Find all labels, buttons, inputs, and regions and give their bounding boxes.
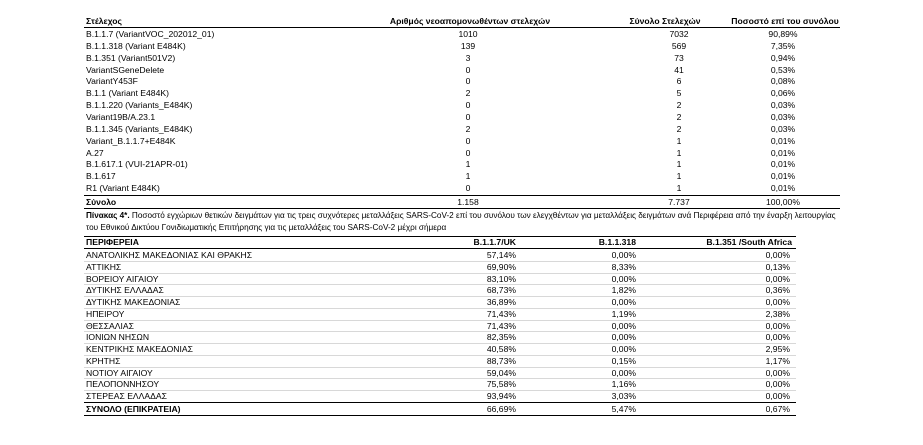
region-name: ΚΡΗΤΗΣ: [86, 355, 121, 366]
strain-name: VariantSGeneDelete: [86, 64, 165, 75]
table-cell: 93,94%: [486, 391, 516, 401]
table-cell: 2,38%: [765, 308, 790, 319]
table-cell: 1010: [458, 29, 478, 39]
region-name: ΗΠΕΙΡΟΥ: [86, 308, 125, 319]
table-cell: 0,00%: [765, 320, 790, 331]
strain-name: B.1.1.220 (Variants_E484K): [86, 100, 193, 111]
total-cell: 5,47%: [611, 403, 636, 414]
row-divider: [84, 331, 796, 332]
header-rule: [84, 248, 796, 249]
table-cell: 0: [465, 64, 471, 75]
table-cell: 569: [671, 40, 687, 51]
strain-name: Variant_B.1.1.7+E484K: [86, 135, 176, 146]
row-divider: [84, 296, 796, 297]
strain-name: VariantY453F: [86, 76, 138, 87]
table-cell: 0,00%: [765, 273, 790, 284]
strain-name: B.1.351 (Variant501V2): [86, 52, 176, 63]
table-cell: 40,58%: [486, 344, 516, 354]
region-name: ΠΕΛΟΠΟΝΝΗΣΟΥ: [86, 379, 160, 390]
table-cell: 0,53%: [770, 64, 796, 75]
table-cell: 1: [676, 147, 682, 158]
table-cell: 2: [676, 123, 682, 134]
caption-line-2: του Εθνικού Δικτύου Γονιδιωματικής Επιτήρησης για τις μεταλλάξεις του SARS-CoV-2 μέχρι σήμερα: [86, 223, 447, 232]
header-cell: Αριθμός νεοαπομονωθέντων στελεχών: [389, 16, 551, 26]
table-cell: 68,73%: [486, 285, 516, 296]
table-cell: 0,00%: [611, 344, 636, 354]
region-name: ΔΥΤΙΚΗΣ ΕΛΛΑΔΑΣ: [86, 285, 164, 296]
table-cell: 1: [676, 159, 682, 170]
table-cell: 6: [676, 76, 682, 87]
row-divider: [84, 308, 796, 309]
header-top-rule: [84, 236, 796, 237]
row-divider: [84, 261, 796, 262]
table-cell: 0,08%: [770, 76, 796, 87]
table-cell: 0,00%: [765, 391, 790, 401]
row-divider: [84, 390, 796, 391]
row-divider: [84, 273, 796, 274]
strain-name: B.1.1.318 (Variant E484K): [86, 40, 186, 51]
region-name: ΑΤΤΙΚΗΣ: [86, 261, 122, 272]
table-cell: 0,00%: [765, 332, 790, 343]
table-cell: 0,06%: [770, 88, 796, 99]
table-cell: 0,03%: [770, 123, 796, 134]
table-cell: 1: [676, 135, 682, 146]
region-header-cell: B.1.1.318: [598, 237, 636, 247]
table-cell: 0: [465, 135, 471, 146]
table-cell: 0,00%: [611, 250, 636, 260]
table-cell: 1: [465, 171, 471, 182]
table-cell: 0,00%: [765, 367, 790, 378]
table-cell: 1,19%: [611, 308, 636, 319]
table-cell: 1: [676, 171, 682, 182]
table-cell: 83,10%: [486, 273, 516, 284]
total-cell: 0,67%: [765, 403, 790, 414]
region-name: ΘΕΣΣΑΛΙΑΣ: [86, 320, 134, 331]
table-cell: 71,43%: [486, 320, 516, 331]
total-bottom-rule: [84, 415, 796, 416]
total-top-rule: [84, 195, 840, 196]
table-cell: 82,35%: [486, 332, 516, 343]
header-cell: Στέλεχος: [86, 16, 122, 26]
caption-line-1: Ποσοστό εγχώριων θετικών δειγμάτων για τις τρεις συχνότερες μεταλλάξεις SARS-CoV-2 επί του συνόλου των ελεγχθέντων για μεταλλάξεις δειγμάτων ανά Περιφέρεια από την έναρξη λειτουργίας: [129, 211, 836, 220]
strain-name: B.1.617: [86, 171, 116, 182]
header-cell: Σύνολο Στελεχών: [629, 16, 701, 26]
table-cell: 71,43%: [486, 308, 516, 319]
table-cell: 0,03%: [770, 111, 796, 122]
row-divider: [84, 378, 796, 379]
table-cell: 0: [465, 100, 471, 111]
table-cell: 0,01%: [770, 159, 796, 170]
region-header-cell: ΠΕΡΙΦΕΡΕΙΑ: [86, 237, 139, 247]
table-cell: 5: [676, 88, 682, 99]
table-cell: 1,82%: [611, 285, 636, 296]
table-cell: 0: [465, 183, 471, 194]
total-cell: 1.158: [457, 196, 479, 207]
table-cell: 0: [465, 147, 471, 158]
row-divider: [84, 367, 796, 368]
strain-name: B.1.1.7 (VariantVOC_202012_01): [86, 29, 215, 39]
table-cell: 0,00%: [765, 297, 790, 307]
table-cell: 0,00%: [611, 332, 636, 343]
region-header-cell: B.1.1.7/UK: [473, 237, 516, 247]
table-cell: 75,58%: [486, 379, 516, 390]
table-cell: 41: [674, 64, 684, 75]
row-divider: [84, 355, 796, 356]
total-cell: ΣΥΝΟΛΟ (ΕΠΙΚΡΑΤΕΙΑ): [86, 403, 181, 414]
table-cell: 0,00%: [611, 320, 636, 331]
header-cell: Ποσοστό επί του συνόλου: [731, 16, 839, 26]
table-cell: 2: [465, 88, 471, 99]
region-name: ΙΟΝΙΩΝ ΝΗΣΩΝ: [86, 332, 150, 343]
table-cell: 3: [465, 52, 471, 63]
caption-label: Πίνακας 4*.: [86, 211, 130, 220]
table-cell: 0,01%: [770, 171, 796, 182]
table-cell: 90,89%: [768, 29, 798, 39]
total-cell: 100,00%: [766, 196, 800, 207]
row-divider: [84, 284, 796, 285]
table-cell: 0,03%: [770, 100, 796, 111]
strains-table: [0, 0, 923, 210]
region-name: ΔΥΤΙΚΗΣ ΜΑΚΕΔΟΝΙΑΣ: [86, 297, 181, 307]
table-cell: 0,01%: [770, 183, 796, 194]
table-caption: [86, 210, 836, 234]
row-divider: [84, 320, 796, 321]
total-cell: 66,69%: [486, 403, 516, 414]
table-cell: 0: [465, 76, 471, 87]
region-name: ΣΤΕΡΕΑΣ ΕΛΛΑΔΑΣ: [86, 391, 167, 401]
table-cell: 69,90%: [486, 261, 516, 272]
table-cell: 0,00%: [611, 297, 636, 307]
total-top-rule: [84, 402, 796, 403]
strain-name: A.27: [86, 147, 104, 158]
region-name: ΝΟΤΙΟΥ ΑΙΓΑΙΟΥ: [86, 367, 153, 378]
table-cell: 1,16%: [611, 379, 636, 390]
table-cell: 88,73%: [486, 355, 516, 366]
region-header-cell: B.1.351 /South Africa: [706, 237, 792, 247]
table-cell: 59,04%: [486, 367, 516, 378]
total-cell: 7.737: [668, 196, 690, 207]
table-cell: 2: [465, 123, 471, 134]
table-cell: 0,15%: [611, 355, 636, 366]
total-cell: Σύνολο: [86, 196, 117, 207]
region-name: ΚΕΝΤΡΙΚΗΣ ΜΑΚΕΔΟΝΙΑΣ: [86, 344, 193, 354]
strain-name: B.1.617.1 (VUI-21APR-01): [86, 159, 188, 170]
table-cell: 73: [674, 52, 684, 63]
table-cell: 0,13%: [765, 261, 790, 272]
table-cell: 0,01%: [770, 135, 796, 146]
table-cell: 1: [465, 159, 471, 170]
table-cell: 0: [465, 111, 471, 122]
table-cell: 1,17%: [765, 355, 790, 366]
table-cell: 0,00%: [611, 367, 636, 378]
total-bottom-rule: [84, 208, 840, 209]
strain-name: B.1.1 (Variant E484K): [86, 88, 169, 99]
table-cell: 8,33%: [611, 261, 636, 272]
strain-name: R1 (Variant E484K): [86, 183, 160, 194]
table-cell: 7032: [669, 29, 689, 39]
header-rule: [84, 27, 840, 28]
table-cell: 1: [676, 183, 682, 194]
table-cell: 0,00%: [611, 273, 636, 284]
table-cell: 2,95%: [765, 344, 790, 354]
strain-name: B.1.1.345 (Variants_E484K): [86, 123, 193, 134]
table-cell: 2: [676, 111, 682, 122]
table-cell: 2: [676, 100, 682, 111]
table-cell: 3,03%: [611, 391, 636, 401]
table-cell: 0,00%: [765, 250, 790, 260]
table-cell: 139: [460, 40, 476, 51]
table-cell: 0,94%: [770, 52, 796, 63]
table-cell: 0,36%: [765, 285, 790, 296]
table-cell: 57,14%: [486, 250, 516, 260]
table-cell: 36,89%: [486, 297, 516, 307]
table-cell: 0,01%: [770, 147, 796, 158]
region-name: ΑΝΑΤΟΛΙΚΗΣ ΜΑΚΕΔΟΝΙΑΣ ΚΑΙ ΘΡΑΚΗΣ: [86, 250, 253, 260]
region-name: ΒΟΡΕΙΟΥ ΑΙΓΑΙΟΥ: [86, 273, 159, 284]
strain-name: Variant19B/A.23.1: [86, 111, 156, 122]
table-cell: 0,00%: [765, 379, 790, 390]
table-cell: 7,35%: [770, 40, 796, 51]
row-divider: [84, 343, 796, 344]
